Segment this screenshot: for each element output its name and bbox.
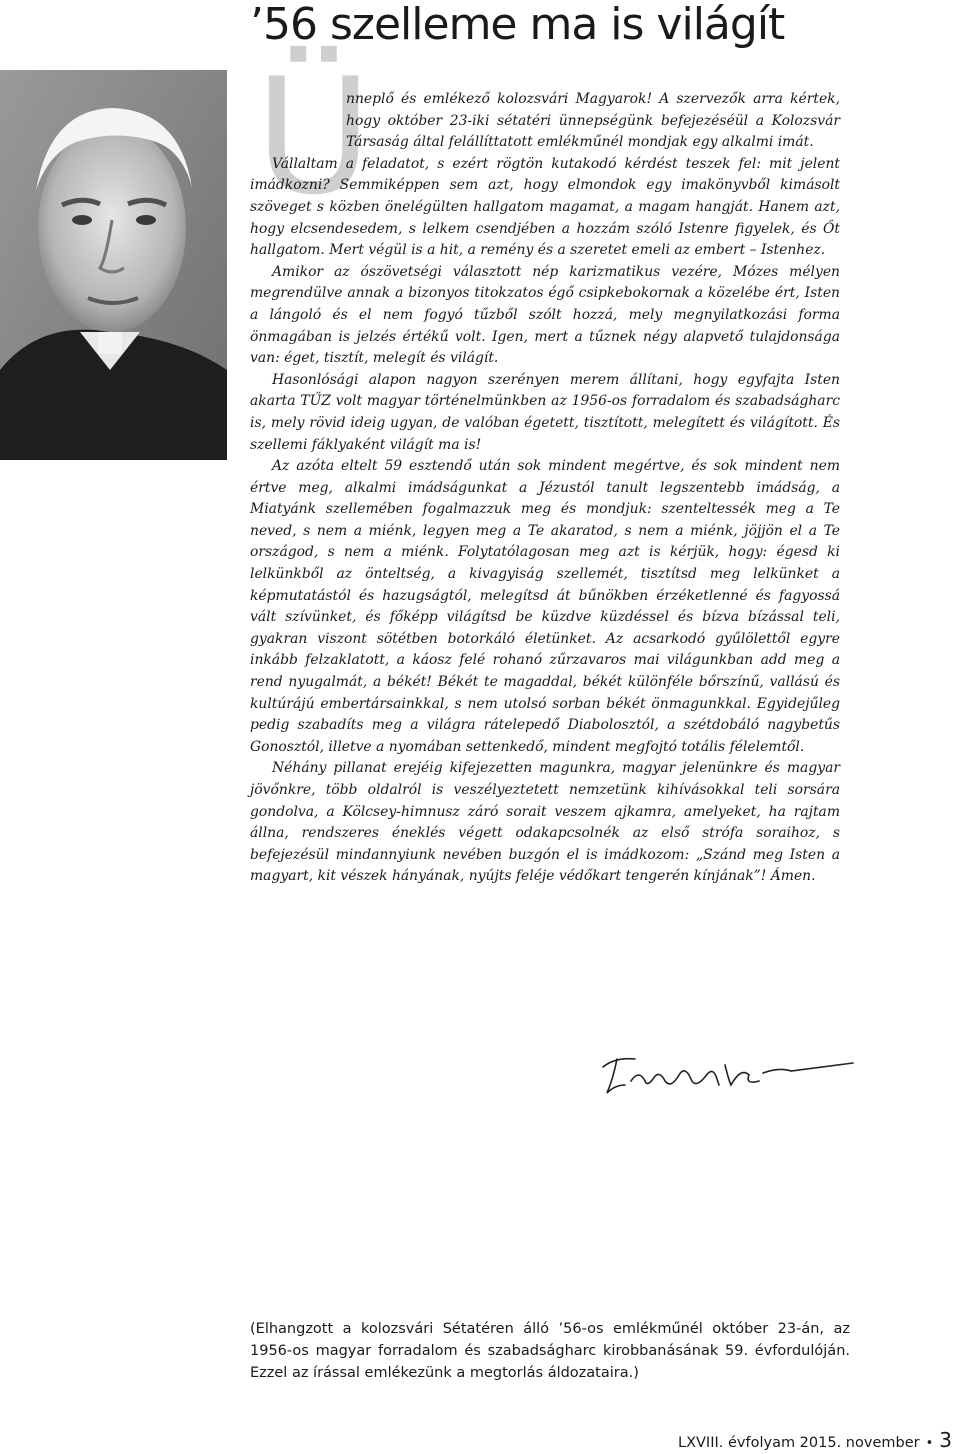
article-body	[250, 89, 840, 888]
author-signature	[595, 1045, 855, 1105]
author-portrait	[0, 70, 227, 460]
paragraph: Néhány pillanat erejéig kifejezetten magunkra, magyar jelenünkre és magyar jövőnkre, több oldalról is veszélyeztetett nemzetünk kihívásokkal teli sorsára gondolva, a Kölcsey-himnusz záró sorait veszem ajkamra, amelyeket, ha rajtam állna, rendszeres éneklés végett odakapcsolnék az első strófa soraihoz, s befejezésül mindannyiunk nevében buzgón el is imádkozom: „Szánd meg Isten a magyart, kit vészek hányának, nyújts feléje védőkart tengerén kínjának”! Ámen.	[250, 760, 840, 885]
footnote: (Elhangzott a kolozsvári Sétatéren álló ’56-os emlékműnél október 23-án, az 1956-os magyar forradalom és szabadságharc kirobbanásának 59. évfordulóján. Ezzel az írással emlékezünk a megtorlás áldozataira.)	[250, 1321, 850, 1381]
issue-label: LXVIII. évfolyam 2015. november	[678, 1435, 920, 1451]
drop-cap: Ü	[255, 43, 373, 230]
article-title: ’56 szelleme ma is világít	[250, 0, 785, 50]
paragraph: nneplő és emlékező kolozsvári Magyarok! A szervezők arra kértek, hogy október 23-iki sétatéri ünnepségünk befejezéséül a Kolozsvár Társaság által felállíttatott emlékműnél mondjak egy alkalmi imát.	[346, 91, 840, 151]
page-footer	[678, 1428, 952, 1452]
page-number: 3	[939, 1428, 952, 1452]
footer-separator: •	[925, 1436, 934, 1451]
paragraph: Vállaltam a feladatot, s ezért rögtön kutakodó kérdést teszek fel: mit jelent imádkozni? Semmiképpen sem azt, hogy elmondok egy imakönyvből kimásolt szöveget s közben önelégülten hallgatom magamat, a magam hangját. Hanem azt, hogy elcsendesedem, s lelkem csendjében a hozzám szóló Istenre figyelek, és Őt hallgatom. Mert végül is a hit, a remény és a szeretet emeli az embert – Istenhez.	[250, 155, 840, 259]
paragraph: Hasonlósági alapon nagyon szerényen merem állítani, hogy egyfajta Isten akarta TŰZ volt magyar történelmünkben az 1956-os forradalom és szabadságharc is, mely rövid ideig ugyan, de valóban égetett, tisztított, melegített és világított. És szellemi fáklyaként világít ma is!	[250, 371, 840, 453]
paragraph: Az azóta eltelt 59 esztendő után sok mindent megértve, és sok mindent nem értve meg, alkalmi imádságunkat a Jézustól tanult legszentebb imádság, a Miatyánk szellemében fogalmazzuk meg és mondjuk: szenteltessék meg a Te neved, s nem a miénk, legyen meg a Te akaratod, s nem a miénk, jöjjön el a Te országod, s nem a miénk. Folytatólagosan meg azt is kérjük, hogy: égesd ki lelkünkből az önteltség, a kivagyiság szellemét, tisztítsd meg lelkünket a képmutatástól és hazugságtól, melegítsd át bűnökben érzéketlenné és fagyossá vált szívünket, és főképp világítsd be küzdve küzdéssel és bízva bízással teli, gyakran viszont sötétben botorkáló életünket. Az acsarkodó gyűlölettől egyre inkább felzaklatott, a káosz felé rohanó zűrzavaros mai világunkban add meg a rend nyugalmát, a békét! Békét te magaddal, békét különféle bőrszínű, vallású és kultúrájú embertársainkkal, s nem utolsó sorban békét önmagunkkal. Egyidejűleg pedig szabadíts meg a világra rátelepedő Diabolosztól, a szétdobáló nagybetűs Gonosztól, illetve a nyomában settenkedő, mindent megfojtó totális félelemtől.	[250, 458, 840, 755]
paragraph: Amikor az ószövetségi választott nép karizmatikus vezére, Mózes mélyen megrendülve annak a bizonyos titokzatos égő csipkebokornak a közelébe ért, Isten a lángoló és el nem fogyó tűzből szólt hozzá, mely megnyilatkozási forma önmagában is jelzés értékű volt. Igen, mert a tűznek négy alapvető tulajdonsága van: éget, tisztít, melegít és világít.	[250, 263, 840, 367]
